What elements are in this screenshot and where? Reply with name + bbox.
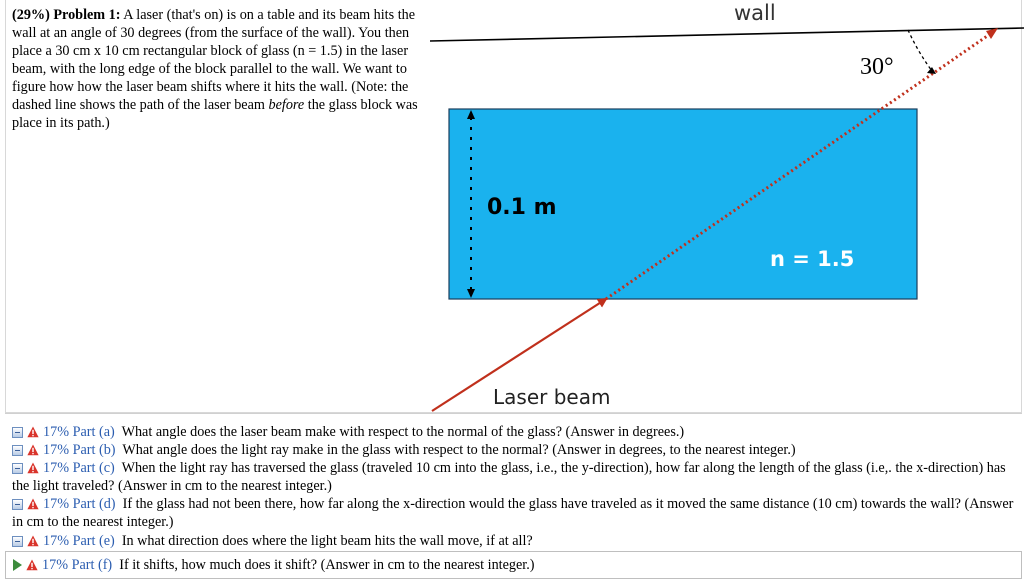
angle-label: 30° — [860, 54, 894, 80]
expand-box-icon[interactable] — [12, 536, 23, 547]
part-c-text: When the light ray has traversed the glass (traveled 10 cm into the glass, i.e., the y-direction), how far along the length of the glass (i.e,. the x-direction) has the light traveled? (Answer in cm to the nearest integer.) — [12, 460, 1006, 494]
part-b[interactable] — [12, 441, 1017, 459]
play-arrow-icon[interactable] — [13, 559, 22, 571]
part-f-text: If it shifts, how much does it shift? (Answer in cm to the nearest integer.) — [119, 557, 535, 573]
problem-label: Problem 1: — [53, 7, 121, 23]
part-e-text: In what direction does where the light beam hits the wall move, if at all? — [121, 533, 533, 549]
expand-box-icon[interactable] — [12, 427, 23, 438]
warning-icon — [27, 426, 39, 438]
problem-weight: (29%) — [12, 7, 50, 23]
part-d[interactable] — [12, 495, 1017, 531]
thickness-label: 0.1 m — [487, 195, 557, 220]
problem-statement — [12, 6, 432, 132]
part-a[interactable] — [12, 423, 1017, 441]
expand-box-icon[interactable] — [12, 499, 23, 510]
part-a-text: What angle does the laser beam make with respect to the normal of the glass? (Answer in degrees.) — [121, 424, 685, 440]
part-e-header: 17% Part (e) — [43, 533, 115, 549]
beam-arrowhead — [986, 28, 998, 39]
part-b-text: What angle does the light ray make in the glass with respect to the normal? (Answer in degrees, to the nearest integer.) — [122, 442, 796, 458]
wall-label: wall — [734, 1, 776, 25]
problem-text-end: the glass block was place in its path.) — [12, 97, 418, 131]
part-e[interactable] — [12, 532, 1017, 550]
refractive-index-label: n = 1.5 — [770, 247, 855, 271]
expand-box-icon[interactable] — [12, 463, 23, 474]
beam-label: Laser beam — [493, 385, 611, 409]
part-b-header: 17% Part (b) — [43, 442, 116, 458]
laser-glass-diagram — [430, 0, 1024, 413]
part-d-header: 17% Part (d) — [43, 496, 116, 512]
problem-emphasis: before — [268, 97, 305, 113]
expand-box-icon[interactable] — [12, 445, 23, 456]
problem-text: A laser (that's on) is on a table and its beam hits the wall at an angle of 30 degrees (from the surface of the wall). You then place a 30 cm x 10 cm rectangular block of glass (n = 1.5) in the laser beam, with the long edge of the block parallel to the wall. We want to figure how how the laser beam shifts where it hits the wall. (Note: the dashed line shows the path of the laser beam — [12, 7, 416, 113]
warning-icon — [27, 535, 39, 547]
part-a-header: 17% Part (a) — [43, 424, 115, 440]
part-c-header: 17% Part (c) — [43, 460, 115, 476]
part-d-text: If the glass had not been there, how far along the x-direction would the glass have traveled as it moved the same distance (10 cm) towards the wall? (Answer in cm to the nearest integer.) — [12, 496, 1014, 530]
warning-icon — [27, 462, 39, 474]
wall-line — [430, 28, 1024, 41]
warning-icon — [27, 444, 39, 456]
angle-arc — [908, 30, 932, 71]
part-f-header: 17% Part (f) — [42, 557, 113, 573]
warning-icon — [27, 498, 39, 510]
part-f[interactable] — [12, 556, 1017, 574]
warning-icon — [26, 559, 38, 571]
part-c[interactable] — [12, 459, 1017, 495]
